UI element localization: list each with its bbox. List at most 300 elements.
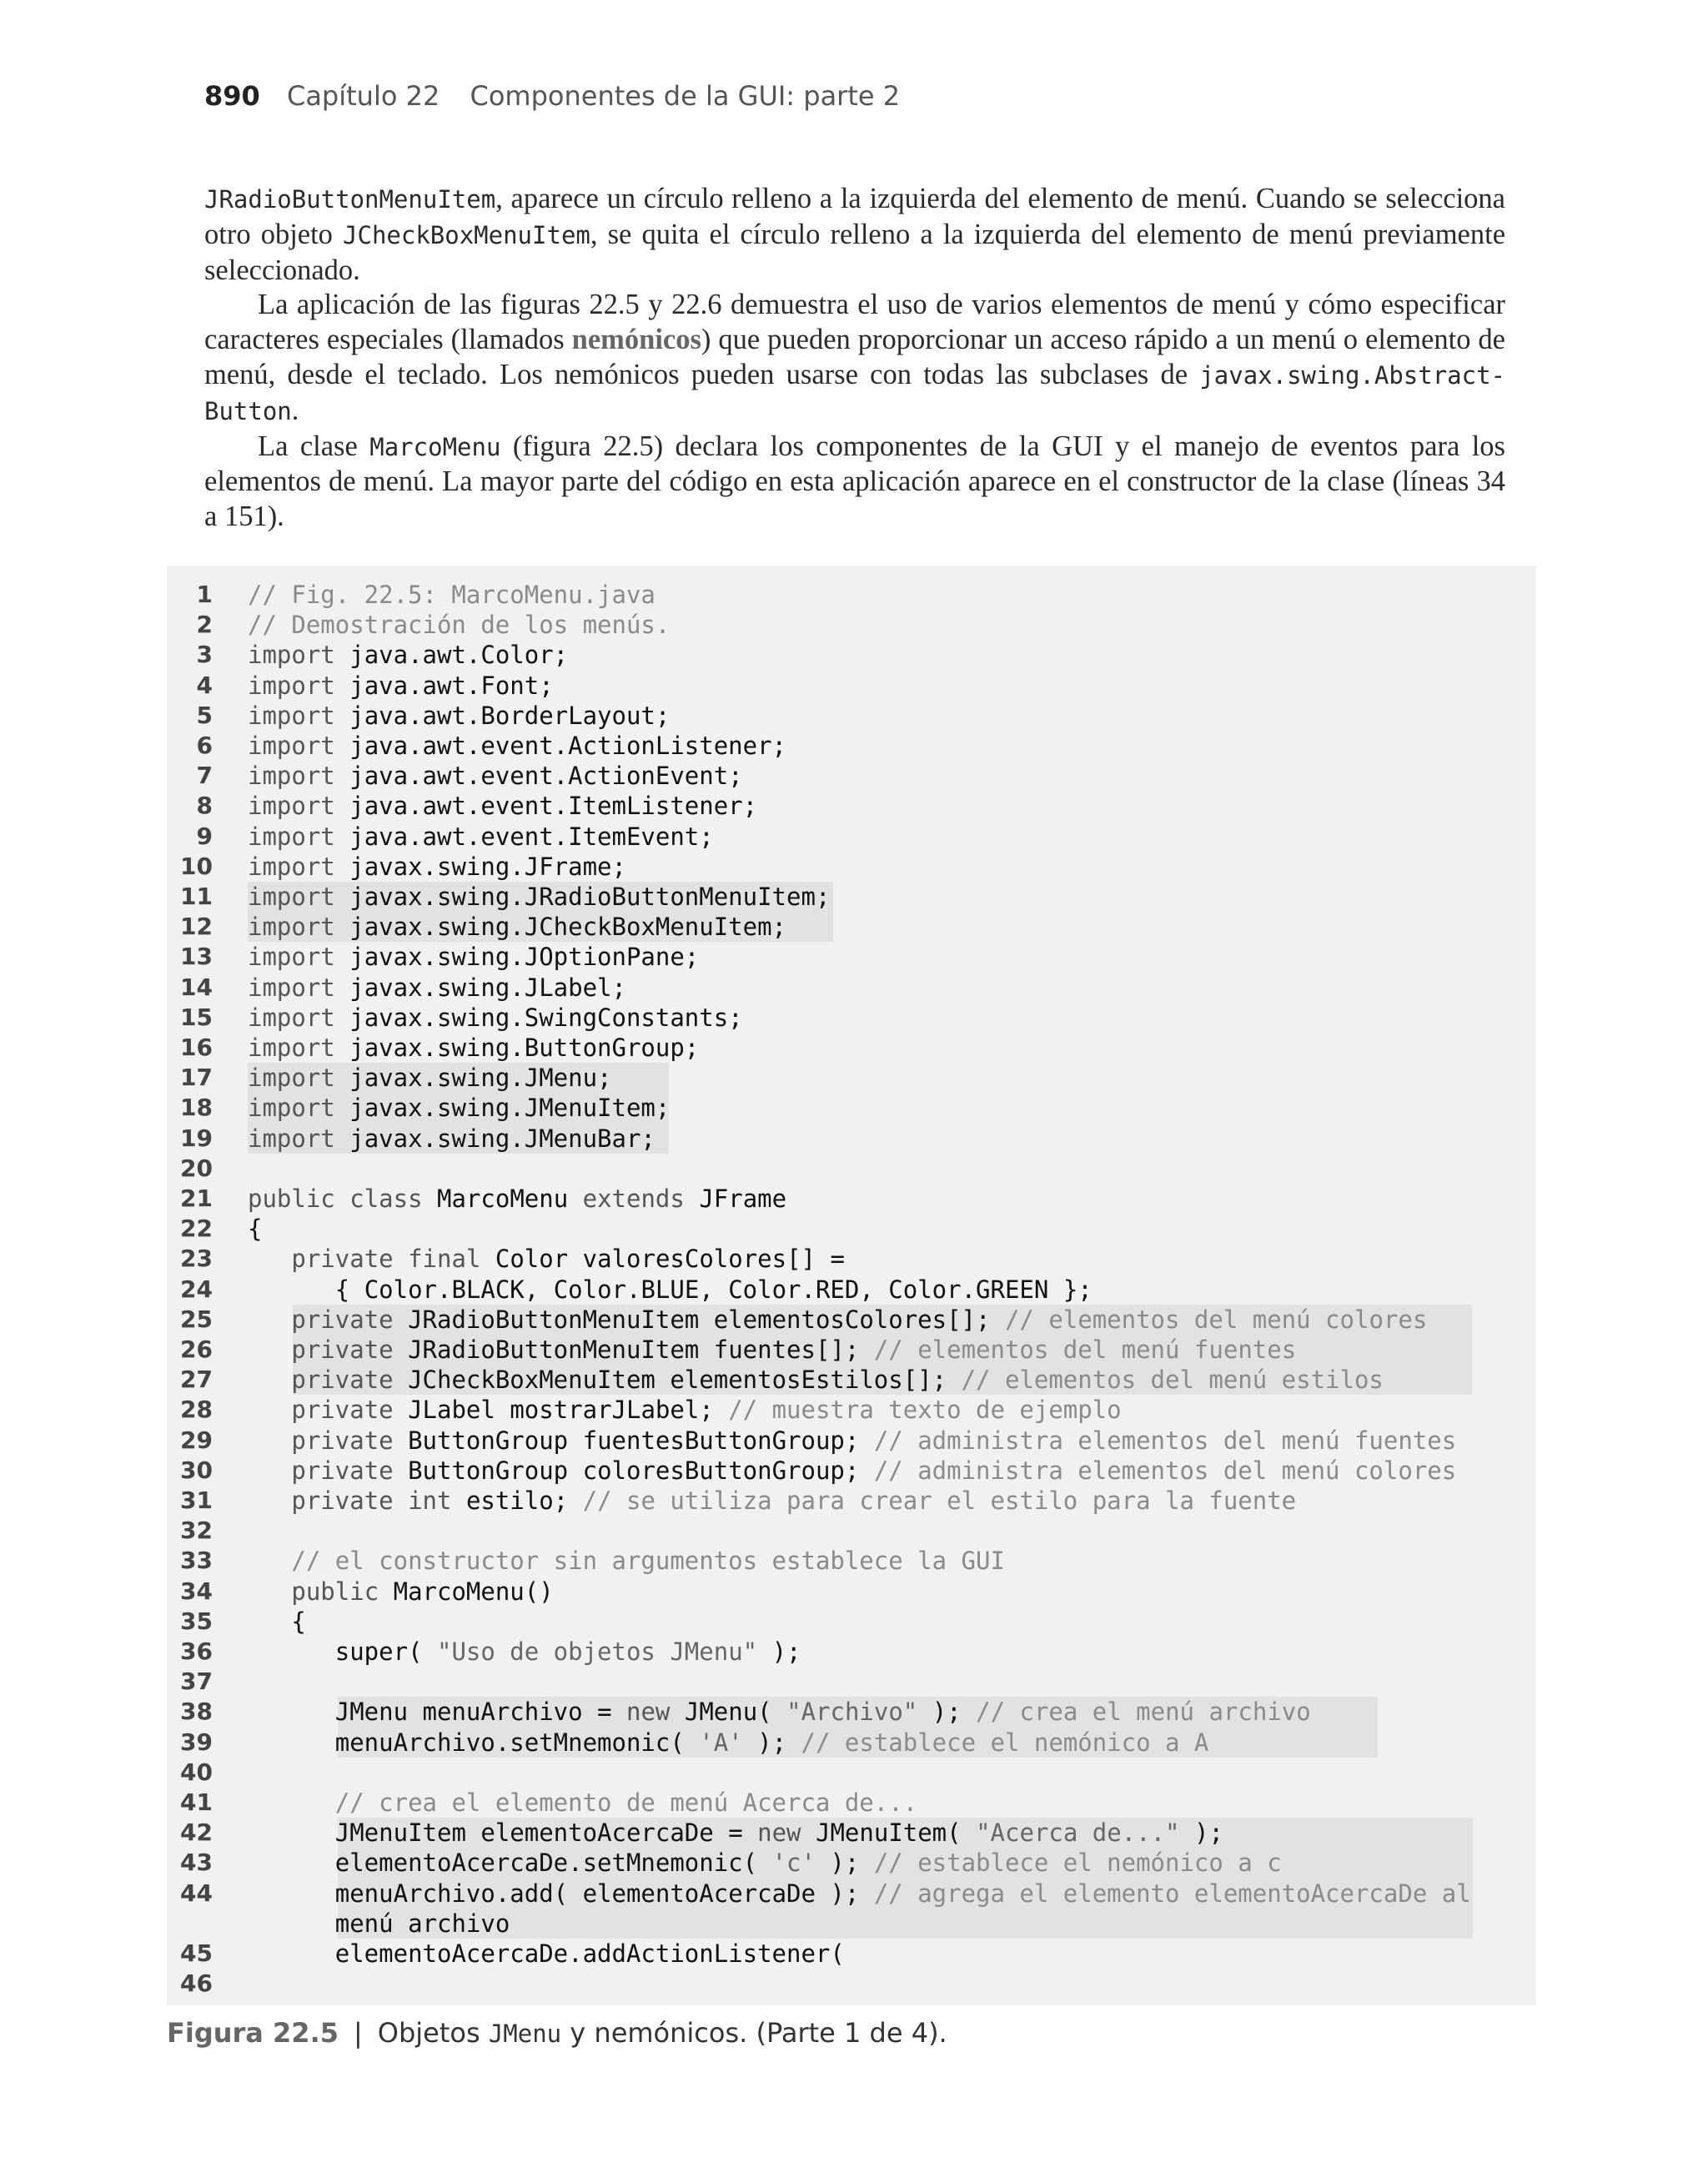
code-token	[248, 1426, 291, 1455]
code-token	[335, 732, 349, 760]
code-token	[656, 1366, 670, 1394]
code-token	[335, 792, 349, 820]
code-token	[859, 1849, 873, 1877]
code-text	[248, 701, 670, 731]
code-line	[167, 1275, 1536, 1305]
code-token: javax.swing.JMenuBar;	[349, 1124, 656, 1153]
code-line	[167, 822, 1536, 852]
code-line	[167, 1637, 1536, 1667]
code-keyword: import	[248, 913, 335, 942]
chapter-title: Componentes de la GUI: parte 2	[470, 80, 901, 112]
code-text	[248, 1788, 917, 1818]
code-line	[167, 1214, 1536, 1244]
code-token	[349, 1275, 364, 1304]
code-token: javax.swing.JRadioButtonMenuItem;	[349, 883, 831, 911]
code-token	[394, 1909, 408, 1938]
code-line	[167, 580, 1536, 610]
code-keyword: extends	[582, 1185, 685, 1213]
code-line	[167, 1969, 1536, 1999]
line-number: 30	[180, 1456, 213, 1484]
line-number: 15	[180, 1003, 213, 1031]
code-keyword: private	[291, 1305, 394, 1334]
paragraph-text: La clase	[258, 430, 370, 462]
code-string: "Archivo"	[786, 1698, 918, 1727]
code-token	[568, 1879, 582, 1908]
code-token: );	[830, 1879, 860, 1908]
code-comment: // establece el nemónico a c	[873, 1849, 1282, 1878]
code-text	[248, 1697, 1311, 1727]
code-token: elementoAcercaDe.addActionListener(	[334, 1939, 845, 1968]
code-token: elementosEstilos[];	[670, 1366, 947, 1395]
code-token: Color.GREEN	[888, 1275, 1049, 1304]
code-line	[167, 942, 1536, 972]
code-line	[167, 761, 1536, 791]
code-token	[335, 1185, 349, 1213]
inline-code: JMenu	[488, 2020, 562, 2048]
code-token: =	[830, 1245, 845, 1274]
code-keyword: import	[248, 943, 335, 972]
code-token	[335, 1094, 349, 1122]
code-token: javax.swing.ButtonGroup;	[349, 1034, 700, 1062]
code-text	[248, 580, 656, 610]
code-text	[248, 1093, 670, 1123]
code-token	[394, 1456, 408, 1485]
paragraph-2	[204, 288, 1505, 429]
line-number: 7	[196, 762, 213, 790]
code-line	[167, 1728, 1536, 1758]
code-token: elementoAcercaDe	[480, 1818, 714, 1848]
line-number: 27	[180, 1366, 213, 1394]
code-token: fuentes[];	[713, 1335, 860, 1364]
code-token: JMenu(	[684, 1698, 772, 1727]
code-token: );	[771, 1637, 801, 1666]
code-line	[167, 1818, 1536, 1848]
code-token	[743, 1818, 757, 1847]
code-keyword: import	[248, 1034, 335, 1062]
code-token	[248, 1879, 335, 1908]
code-token: java.awt.Font;	[349, 671, 554, 700]
code-token	[248, 1305, 291, 1334]
code-text	[248, 852, 626, 882]
code-token: coloresButtonGroup;	[582, 1456, 860, 1485]
code-line	[167, 1546, 1536, 1576]
code-token	[685, 1185, 699, 1213]
code-token	[801, 1818, 816, 1847]
code-line	[167, 1124, 1536, 1154]
code-token	[816, 1849, 830, 1877]
code-line	[167, 1848, 1536, 1878]
line-number: 10	[180, 852, 213, 880]
code-line	[167, 1486, 1536, 1516]
code-string: "Uso de objetos JMenu"	[437, 1637, 758, 1666]
code-text	[248, 1244, 845, 1274]
code-keyword: new	[626, 1698, 671, 1727]
paragraph-text: ) que pueden proporcionar un acceso rápido a un menú o elemento de menú, desde el teclado. Los nemónicos pueden usarse con todas las subclases de	[204, 324, 1505, 390]
code-token: fuentesButtonGroup;	[582, 1426, 860, 1455]
line-number: 44	[180, 1879, 213, 1907]
code-token: JCheckBoxMenuItem	[408, 1366, 656, 1395]
code-string: 'c'	[771, 1849, 816, 1878]
code-comment: // agrega el elemento elementoAcercaDe al	[873, 1879, 1471, 1908]
code-comment: // elementos del menú colores	[1004, 1305, 1428, 1334]
code-text	[248, 1275, 1093, 1305]
code-token: java.awt.event.ItemEvent;	[349, 822, 714, 851]
code-token: );	[757, 1728, 787, 1757]
code-text	[248, 1456, 1456, 1486]
line-number: 34	[180, 1577, 213, 1605]
line-number: 16	[180, 1034, 213, 1061]
code-keyword: import	[248, 822, 335, 851]
code-token	[248, 1607, 291, 1636]
code-text	[248, 1848, 1282, 1878]
line-number: 32	[180, 1517, 213, 1545]
code-token	[335, 702, 349, 730]
caption-separator: |	[353, 2017, 363, 2049]
paragraph-text: (figura 22.5) declara los componentes de la GUI y el manejo de eventos para los elementos de menú. La mayor parte del código en esta aplicación aparece en el constructor de la clase (líneas 34 a 151).	[204, 430, 1505, 533]
code-text	[248, 942, 699, 972]
code-token: {	[291, 1607, 306, 1636]
line-number: 37	[180, 1667, 213, 1696]
code-text	[248, 671, 554, 701]
line-number: 23	[180, 1245, 213, 1273]
code-token: );	[1193, 1818, 1223, 1848]
paragraph-3	[204, 430, 1505, 535]
code-text	[248, 731, 786, 761]
code-token	[335, 853, 349, 881]
line-number: 41	[180, 1788, 213, 1816]
code-token	[568, 1245, 582, 1273]
code-token: javax.swing.JCheckBoxMenuItem;	[349, 913, 787, 942]
code-keyword: new	[757, 1818, 801, 1848]
code-token	[335, 1064, 349, 1092]
code-token	[394, 1396, 408, 1424]
code-token	[714, 1275, 728, 1304]
code-comment: // el constructor sin argumentos establece la GUI	[291, 1547, 1005, 1576]
code-keyword: private	[291, 1245, 394, 1274]
code-keyword: private	[291, 1335, 394, 1364]
inline-code: JRadioButtonMenuItem	[204, 185, 496, 214]
code-text	[248, 1939, 845, 1969]
code-token	[670, 1698, 684, 1726]
line-number: 21	[180, 1185, 213, 1212]
code-token	[423, 1637, 437, 1666]
code-token	[248, 1245, 291, 1273]
code-keyword: private	[291, 1486, 394, 1515]
paragraph-text: , se quita el círculo relleno a la izquierda del elemento de menú previamente seleccionado.	[204, 218, 1506, 286]
line-number: 43	[180, 1849, 213, 1877]
code-listing	[167, 566, 1536, 2005]
code-token	[874, 1275, 888, 1304]
code-line	[167, 671, 1536, 701]
code-token	[248, 1396, 291, 1424]
code-text	[248, 1486, 1296, 1516]
code-token	[335, 822, 349, 851]
code-keyword: import	[248, 1003, 335, 1032]
code-keyword: import	[248, 852, 335, 881]
code-keyword: int	[408, 1486, 452, 1515]
line-number: 8	[196, 792, 213, 820]
code-token: JLabel	[408, 1396, 495, 1425]
code-token: ButtonGroup	[408, 1456, 569, 1485]
code-token	[699, 1305, 713, 1334]
code-token	[480, 1245, 495, 1273]
code-keyword: import	[248, 1124, 335, 1153]
code-text	[248, 822, 714, 852]
code-line	[167, 1093, 1536, 1123]
code-token: Color.BLUE,	[553, 1275, 714, 1304]
code-token	[335, 641, 349, 669]
code-keyword: private	[291, 1456, 394, 1485]
code-line	[167, 1033, 1536, 1063]
code-token: {	[248, 1215, 263, 1244]
code-token	[714, 1818, 728, 1847]
code-keyword: import	[248, 762, 335, 791]
code-line	[167, 1788, 1536, 1818]
code-text	[248, 973, 626, 1003]
code-token	[335, 883, 349, 911]
code-token: menuArchivo	[422, 1698, 583, 1727]
code-token	[568, 1456, 582, 1485]
code-line	[167, 1305, 1536, 1335]
code-comment: // crea el elemento de menú Acerca de...	[334, 1788, 918, 1817]
code-token: ButtonGroup	[408, 1426, 569, 1455]
paragraph-text: La aplicación de las figuras 22.5 y 22.6 demuestra el uso de varios elementos de menú y cómo especificar caracteres especiales (llamados	[204, 289, 1505, 356]
code-token: estilo;	[465, 1486, 569, 1515]
code-token: Color	[495, 1245, 569, 1274]
code-text	[248, 1033, 699, 1063]
inline-code: javax.swing.Abstract-Button	[204, 360, 1505, 425]
line-number: 4	[196, 671, 213, 699]
line-number: 36	[180, 1637, 213, 1665]
code-token: JMenuItem	[334, 1818, 466, 1848]
code-token: Color.BLACK,	[364, 1275, 540, 1304]
line-number: 6	[196, 732, 213, 759]
code-text	[248, 610, 670, 640]
code-token: menú	[334, 1909, 394, 1938]
code-token: javax.swing.JOptionPane;	[349, 943, 700, 972]
code-token: JFrame	[699, 1185, 787, 1213]
line-number: 35	[180, 1607, 213, 1635]
code-keyword: import	[248, 671, 335, 700]
code-token	[772, 1698, 786, 1726]
line-number: 5	[196, 701, 213, 729]
code-token	[248, 1637, 335, 1666]
code-comment: // Fig. 22.5: MarcoMenu.java	[248, 581, 656, 609]
code-comment: // crea el menú archivo	[976, 1698, 1311, 1727]
code-line	[167, 1003, 1536, 1033]
page-number: 890	[204, 80, 260, 112]
code-line	[167, 640, 1536, 670]
line-number: 22	[180, 1215, 213, 1243]
line-number: 9	[196, 822, 213, 850]
code-token	[335, 1034, 349, 1062]
code-token: javax.swing.SwingConstants;	[349, 1003, 743, 1032]
code-token	[451, 1486, 465, 1515]
code-token: valoresColores[]	[582, 1245, 816, 1274]
code-line	[167, 1244, 1536, 1274]
code-line	[167, 1939, 1536, 1969]
line-number: 11	[180, 883, 213, 910]
code-text	[248, 1305, 1427, 1335]
code-text	[248, 1607, 306, 1637]
line-number: 14	[180, 973, 213, 1001]
paragraph-text: .	[291, 394, 299, 426]
code-keyword: private	[291, 1366, 394, 1395]
code-token	[962, 1818, 976, 1847]
code-token: java.awt.BorderLayout;	[349, 701, 671, 730]
line-number: 1	[196, 581, 213, 608]
code-keyword: import	[248, 1064, 335, 1093]
code-token: javax.swing.JLabel;	[349, 973, 626, 1002]
code-line	[167, 1456, 1536, 1486]
code-token: =	[597, 1698, 612, 1727]
code-token: );	[932, 1698, 962, 1727]
code-token: java.awt.event.ActionEvent;	[349, 762, 743, 791]
code-string: "Acerca de..."	[976, 1818, 1180, 1848]
code-token: {	[334, 1275, 350, 1304]
code-token	[859, 1335, 873, 1364]
code-token	[394, 1366, 408, 1394]
code-token	[394, 1486, 408, 1515]
line-number: 2	[196, 611, 213, 639]
code-token: JRadioButtonMenuItem	[408, 1305, 700, 1334]
code-token	[466, 1818, 480, 1847]
code-token	[248, 1486, 291, 1515]
key-term: nemónicos	[571, 324, 701, 356]
code-line	[167, 610, 1536, 640]
code-token	[757, 1849, 771, 1877]
code-token	[394, 1305, 408, 1334]
code-token	[248, 1909, 335, 1938]
code-text	[248, 1124, 656, 1154]
code-text	[248, 1879, 1471, 1909]
code-token: java.awt.Color;	[349, 641, 569, 670]
code-token	[394, 1245, 408, 1273]
code-string: 'A'	[699, 1728, 743, 1757]
code-token	[1180, 1818, 1194, 1847]
code-text	[248, 1637, 801, 1667]
running-head	[204, 80, 900, 112]
code-token	[335, 943, 349, 971]
code-keyword: private	[291, 1426, 394, 1455]
code-token	[335, 1124, 349, 1153]
code-token	[248, 1728, 335, 1757]
code-comment: // elementos del menú fuentes	[873, 1335, 1297, 1364]
line-number: 26	[180, 1335, 213, 1363]
code-token	[786, 1728, 801, 1757]
code-text	[248, 761, 743, 791]
code-comment: // establece el nemónico a A	[801, 1728, 1209, 1757]
code-token: );	[830, 1849, 860, 1878]
code-token: JRadioButtonMenuItem	[408, 1335, 700, 1364]
code-line	[167, 1758, 1536, 1788]
code-line	[167, 701, 1536, 731]
code-line	[167, 1516, 1536, 1546]
code-comment: // elementos del menú estilos	[961, 1366, 1384, 1395]
code-text	[248, 1214, 262, 1244]
code-token	[394, 1426, 408, 1455]
inline-code: MarcoMenu	[369, 432, 501, 461]
code-comment: // administra elementos del menú fuentes	[873, 1426, 1457, 1455]
code-token	[612, 1698, 626, 1726]
code-token: JMenuItem(	[816, 1818, 962, 1848]
code-keyword: class	[349, 1185, 423, 1213]
code-token	[335, 973, 349, 1002]
code-token	[699, 1335, 713, 1364]
code-keyword: import	[248, 732, 335, 760]
line-number: 38	[180, 1698, 213, 1726]
code-line	[167, 1909, 1536, 1939]
code-keyword: import	[248, 792, 335, 821]
code-text	[248, 1426, 1456, 1456]
code-token: elementoAcercaDe	[582, 1879, 816, 1908]
code-comment: // se utiliza para crear el estilo para la fuente	[582, 1486, 1297, 1515]
code-keyword: private	[291, 1396, 394, 1425]
line-number: 20	[180, 1154, 213, 1182]
code-token	[859, 1426, 873, 1455]
code-line	[167, 1426, 1536, 1456]
code-token	[947, 1366, 961, 1394]
line-number: 19	[180, 1124, 213, 1152]
code-line	[167, 1577, 1536, 1607]
line-number: 33	[180, 1547, 213, 1575]
code-line	[167, 791, 1536, 821]
line-number: 24	[180, 1275, 213, 1303]
line-number: 39	[180, 1728, 213, 1756]
code-text	[248, 1395, 1122, 1425]
code-token	[248, 1577, 291, 1606]
code-token	[335, 1003, 349, 1032]
paragraph-text: , aparece un círculo relleno a la izquierda del elemento de menú. Cuando se selecciona otro objeto	[204, 183, 1505, 250]
code-token	[568, 1426, 582, 1455]
code-text	[248, 1365, 1384, 1395]
code-comment: // muestra texto de ejemplo	[728, 1396, 1122, 1425]
code-token: java.awt.event.ItemListener;	[349, 792, 758, 821]
line-number: 18	[180, 1094, 213, 1122]
code-keyword: final	[408, 1245, 481, 1274]
code-line	[167, 852, 1536, 882]
code-keyword: import	[248, 973, 335, 1002]
code-token: menuArchivo.add(	[334, 1879, 569, 1908]
code-line	[167, 973, 1536, 1003]
code-token	[335, 913, 349, 941]
code-text	[248, 882, 830, 912]
code-token: =	[728, 1818, 743, 1848]
code-token	[248, 1849, 335, 1877]
code-line	[167, 1879, 1536, 1909]
code-token	[495, 1396, 510, 1424]
code-token: MarcoMenu()	[393, 1577, 554, 1606]
code-line	[167, 1697, 1536, 1727]
code-keyword: public	[248, 1185, 335, 1213]
code-token	[917, 1698, 932, 1726]
code-keyword: import	[248, 701, 335, 730]
code-comment: // Demostración de los menús.	[248, 611, 671, 640]
code-token	[248, 1698, 335, 1726]
code-token	[248, 1335, 291, 1364]
code-token	[757, 1637, 771, 1666]
code-text	[248, 1003, 743, 1033]
code-token	[248, 1366, 291, 1394]
code-token	[859, 1456, 873, 1485]
code-token: menuArchivo.setMnemonic(	[334, 1728, 685, 1757]
code-token	[408, 1698, 422, 1726]
line-number: 29	[180, 1426, 213, 1454]
code-token: mostrarJLabel;	[510, 1396, 714, 1425]
code-keyword: import	[248, 641, 335, 670]
code-token: elementosColores[];	[713, 1305, 991, 1334]
code-comment: // administra elementos del menú colores	[873, 1456, 1457, 1485]
